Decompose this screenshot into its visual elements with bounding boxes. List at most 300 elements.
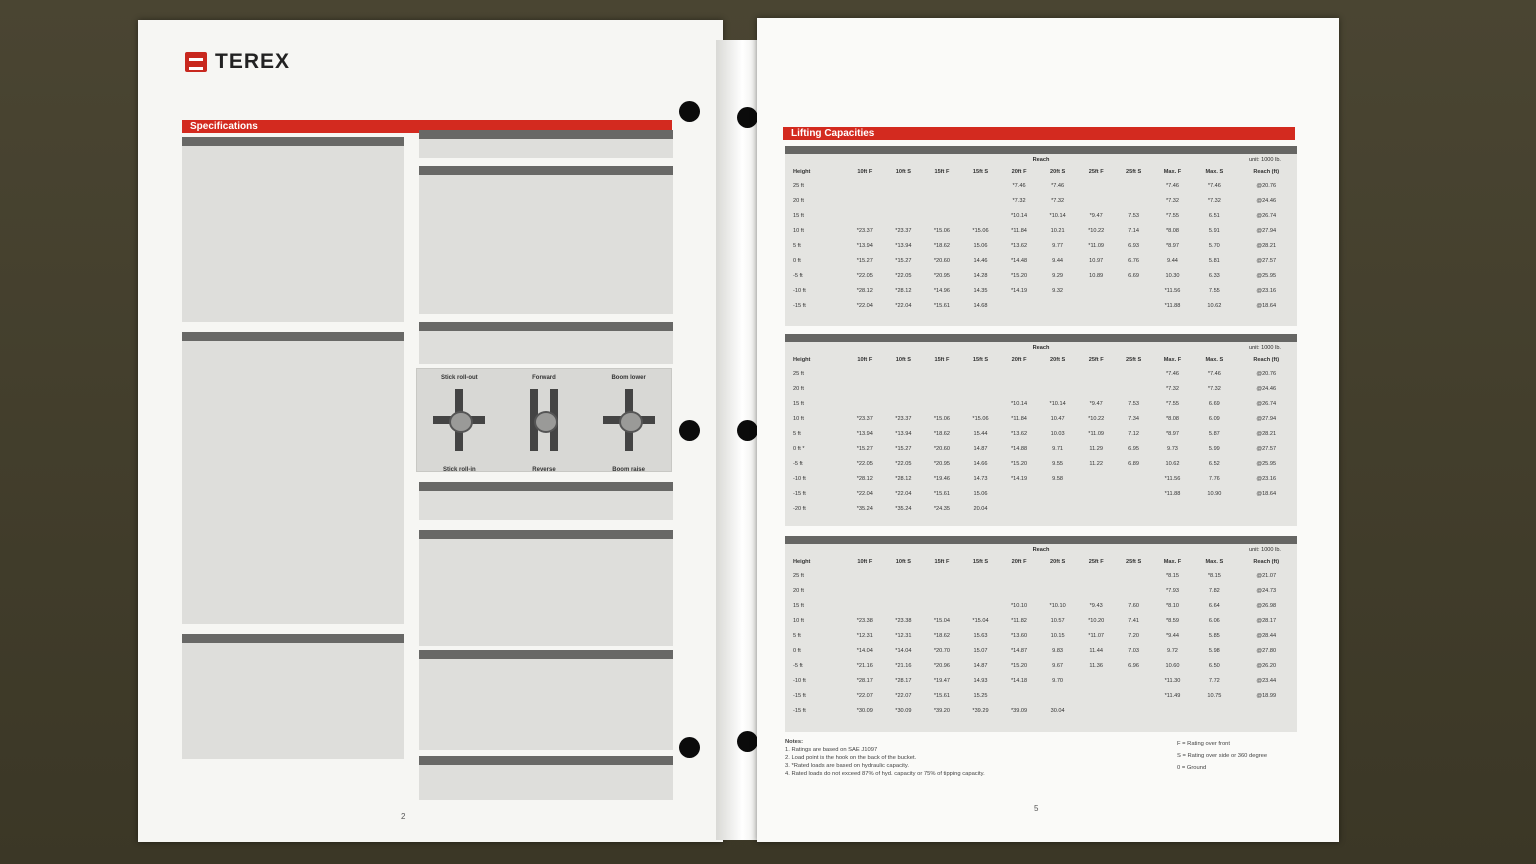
height-cell: 5 ft <box>793 242 801 249</box>
table-row <box>785 643 1297 658</box>
capacity-cell <box>1000 381 1039 396</box>
height-cell: 15 ft <box>793 400 804 407</box>
height-cell: 15 ft <box>793 212 804 219</box>
punch-hole <box>737 731 758 752</box>
capacity-cell: 9.71 <box>1052 445 1064 452</box>
table-row <box>785 598 1297 613</box>
capacity-cell: *15.61 <box>933 490 951 497</box>
capacity-cell: *21.16 <box>895 662 912 669</box>
capacity-cell <box>846 366 885 381</box>
capacity-cell: *22.05 <box>856 272 873 279</box>
capacity-cell: 9.72 <box>1167 647 1178 654</box>
capacity-cell <box>1038 486 1077 501</box>
capacity-cell: *10.14 <box>1049 400 1066 407</box>
capacity-cell: @25.95 <box>1256 272 1277 279</box>
right-lever-cross-icon <box>609 389 649 451</box>
height-cell: -5 ft <box>793 460 803 467</box>
capacity-cell: *9.43 <box>1089 602 1103 609</box>
table-row <box>785 396 1297 411</box>
capacity-cell: 14.28 <box>973 272 988 279</box>
capacity-cell <box>1152 703 1194 718</box>
capacity-cell: 15.07 <box>973 647 988 654</box>
table-row <box>785 268 1297 283</box>
capacity-cell: *28.17 <box>856 677 873 684</box>
capacity-cell <box>1077 178 1116 193</box>
capacity-cell <box>1115 366 1151 381</box>
column-header: Height <box>793 357 811 363</box>
capacity-cell <box>961 568 1000 583</box>
capacity-cell: 10.30 <box>1165 272 1180 279</box>
block-header-bar <box>419 166 673 175</box>
capacity-cell: *11.07 <box>1088 632 1105 639</box>
punch-hole <box>737 420 758 441</box>
column-header: 15ft F <box>934 559 950 565</box>
table-row <box>785 703 1297 718</box>
capacity-cell: *10.20 <box>1088 617 1105 624</box>
capacity-cell <box>1077 193 1116 208</box>
capacity-cell: *35.24 <box>895 505 912 512</box>
lifting-table-3 <box>785 536 1297 732</box>
capacity-cell: *11.56 <box>1164 475 1181 482</box>
capacity-cell: 9.44 <box>1052 257 1064 264</box>
capacity-cell <box>1077 471 1116 486</box>
capacity-cell: @18.64 <box>1256 490 1277 497</box>
capacity-cell <box>961 208 1000 223</box>
capacity-cell: *13.94 <box>856 242 873 249</box>
height-cell: 10 ft <box>793 415 804 422</box>
capacity-cell: *15.04 <box>972 617 989 624</box>
punch-hole <box>679 420 700 441</box>
table-header-row <box>785 354 1297 366</box>
capacity-cell: 10.47 <box>1050 415 1065 422</box>
column-header: 20ft F <box>1011 357 1027 363</box>
capacity-cell: @28.21 <box>1256 242 1277 249</box>
notes-title: Notes: <box>785 739 804 745</box>
capacity-cell <box>961 193 1000 208</box>
column-header: 25ft S <box>1125 169 1142 175</box>
capacity-cell: *7.55 <box>1165 400 1180 407</box>
capacity-cell: *7.93 <box>1165 587 1180 594</box>
capacity-cell: *15.61 <box>933 302 951 309</box>
capacity-cell: 7.12 <box>1128 430 1140 437</box>
reach-header <box>785 544 1297 556</box>
reach-label: Reach <box>1032 345 1050 351</box>
height-cell: 20 ft <box>793 197 804 204</box>
swing-mechanism-block <box>419 530 673 646</box>
capacity-cell <box>1235 703 1297 718</box>
capacity-cell: 5.85 <box>1208 632 1220 639</box>
height-cell: -20 ft <box>793 505 806 512</box>
capacity-cell: *22.07 <box>895 692 912 699</box>
table-config-bar <box>785 334 1297 342</box>
capacity-cell <box>1235 501 1297 516</box>
capacity-cell <box>1000 501 1039 516</box>
unit-label: unit: 1000 lb. <box>1248 157 1281 163</box>
capacity-cell: @23.16 <box>1256 287 1277 294</box>
capacity-cell: *18.62 <box>933 632 951 639</box>
capacity-cell: *7.46 <box>1165 182 1180 189</box>
table-row <box>785 456 1297 471</box>
capacity-cell: *12.31 <box>895 632 912 639</box>
brand-logo <box>185 50 290 74</box>
capacity-cell: 20.04 <box>973 505 988 512</box>
capacity-cell: *14.88 <box>1010 445 1028 452</box>
block-header-bar <box>182 137 404 146</box>
capacity-cell: 15.44 <box>973 430 988 437</box>
capacity-cell <box>1115 688 1151 703</box>
capacity-cell: *8.97 <box>1165 242 1180 249</box>
capacity-cell <box>1077 568 1116 583</box>
capacity-cell <box>1038 366 1077 381</box>
capacity-cell: 7.20 <box>1128 632 1140 639</box>
capacity-cell <box>1115 381 1151 396</box>
capacity-cell: *20.60 <box>933 257 951 264</box>
capacity-cell: *10.22 <box>1088 415 1105 422</box>
capacity-cell: 5.70 <box>1208 242 1220 249</box>
capacity-cell <box>1193 501 1235 516</box>
capacity-cell: *22.05 <box>856 460 873 467</box>
capacity-cell: *15.20 <box>1010 460 1028 467</box>
height-cell: -15 ft <box>793 692 806 699</box>
capacity-cell <box>1115 501 1151 516</box>
capacity-cell: *22.04 <box>895 490 912 497</box>
capacity-cell: *13.94 <box>856 430 873 437</box>
control-lever-diagram <box>416 368 672 472</box>
capacity-cell: *15.61 <box>933 692 951 699</box>
table-row <box>785 366 1297 381</box>
height-cell: 10 ft <box>793 227 804 234</box>
capacity-cell <box>1077 366 1116 381</box>
capacity-cell: *8.15 <box>1165 572 1180 579</box>
capacity-cell: 5.91 <box>1208 227 1220 234</box>
capacity-cell: *7.32 <box>1207 385 1221 392</box>
column-header: Max. F <box>1163 559 1182 565</box>
table-row <box>785 283 1297 298</box>
column-header: 15ft F <box>934 169 950 175</box>
capacity-cell: 7.03 <box>1128 647 1140 654</box>
table-row <box>785 486 1297 501</box>
capacity-cell: *7.46 <box>1012 182 1026 189</box>
capacity-cell: 5.81 <box>1208 257 1220 264</box>
capacity-cell: *13.62 <box>1010 242 1028 249</box>
capacity-cell <box>1115 471 1151 486</box>
height-cell: 10 ft <box>793 617 804 624</box>
capacity-cell <box>884 366 923 381</box>
block-header-bar <box>419 482 673 491</box>
capacity-cell <box>961 583 1000 598</box>
stick-roll-out-label: Stick roll-out <box>440 375 478 381</box>
capacity-cell <box>884 178 923 193</box>
column-header: 25ft F <box>1088 357 1104 363</box>
capacity-cell <box>1115 703 1151 718</box>
left-lever-diagram <box>426 375 492 473</box>
capacity-cell: 9.58 <box>1052 475 1064 482</box>
operators-cab-block <box>419 166 673 314</box>
capacity-cell: 9.70 <box>1052 677 1064 684</box>
capacity-cell: *7.32 <box>1165 385 1180 392</box>
travel-pedal-icon <box>524 389 564 451</box>
column-header: 15ft S <box>972 357 989 363</box>
capacity-cell: 10.21 <box>1050 227 1065 234</box>
capacity-cell: 7.41 <box>1128 617 1140 624</box>
block-header-bar <box>419 650 673 659</box>
capacity-cell <box>1000 688 1039 703</box>
table-row <box>785 238 1297 253</box>
capacity-cell: @23.16 <box>1256 475 1277 482</box>
capacity-cell: @26.98 <box>1256 602 1277 609</box>
capacity-cell <box>923 193 962 208</box>
travel-pedal-diagram <box>511 375 577 473</box>
lifting-capacity-table <box>785 556 1297 718</box>
column-header: Reach (ft) <box>1253 169 1280 175</box>
capacity-cell: *39.09 <box>1010 707 1028 714</box>
note-item: 1. Ratings are based on SAE J1097 <box>785 747 878 753</box>
capacity-cell: 14.87 <box>973 445 988 452</box>
capacity-cell: *8.08 <box>1165 415 1180 422</box>
capacity-cell: *8.10 <box>1165 602 1180 609</box>
table-config-bar <box>785 536 1297 544</box>
capacity-cell <box>923 208 962 223</box>
capacity-cell: 9.67 <box>1052 662 1064 669</box>
boom-raise-label: Boom raise <box>612 467 645 473</box>
capacity-cell: *10.10 <box>1010 602 1028 609</box>
hydraulic-system-block <box>182 332 404 624</box>
capacity-cell <box>1000 486 1039 501</box>
lifting-table-1 <box>785 146 1297 326</box>
capacity-cell <box>1038 583 1077 598</box>
punch-hole <box>679 737 700 758</box>
height-cell: 20 ft <box>793 587 804 594</box>
height-cell: -10 ft <box>793 475 806 482</box>
capacity-cell: *20.60 <box>933 445 951 452</box>
left-lever-cross-icon <box>439 389 479 451</box>
capacity-cell: *10.14 <box>1010 400 1028 407</box>
lifting-capacity-table <box>785 166 1297 313</box>
capacity-cell: *18.62 <box>933 430 951 437</box>
capacity-cell: 11.36 <box>1089 662 1103 669</box>
capacity-cell: *22.05 <box>895 272 912 279</box>
capacity-cell <box>1115 583 1151 598</box>
legend <box>1177 738 1267 774</box>
height-cell: 5 ft <box>793 632 801 639</box>
capacity-cell: @24.73 <box>1256 587 1277 594</box>
column-header: 20ft S <box>1049 357 1066 363</box>
column-header: Max. F <box>1163 169 1182 175</box>
capacity-cell: *13.94 <box>895 430 912 437</box>
capacity-cell <box>923 381 962 396</box>
capacity-cell: *15.06 <box>933 227 951 234</box>
table-row <box>785 441 1297 456</box>
capacity-cell: 14.66 <box>973 460 988 467</box>
unit-label: unit: 1000 lb. <box>1248 547 1281 553</box>
capacity-cell: *15.27 <box>856 445 873 452</box>
column-header: 15ft S <box>972 559 989 565</box>
forward-label: Forward <box>532 375 556 381</box>
capacity-cell: 15.25 <box>973 692 988 699</box>
capacity-cell: *11.82 <box>1011 617 1027 624</box>
capacity-cell: *20.95 <box>933 460 951 467</box>
capacity-cell: 10.75 <box>1207 692 1222 699</box>
capacity-cell: 10.57 <box>1050 617 1065 624</box>
column-header: Reach (ft) <box>1253 559 1280 565</box>
column-header: Max. F <box>1163 357 1182 363</box>
capacity-cell: *30.09 <box>856 707 873 714</box>
capacity-cell <box>1115 178 1151 193</box>
table-row <box>785 298 1297 313</box>
page-number-left: 2 <box>401 812 406 821</box>
column-header: 20ft F <box>1011 169 1027 175</box>
column-header: Height <box>793 169 811 175</box>
legend-item: S = Rating over side or 360 degree <box>1177 753 1268 759</box>
column-header: 10ft F <box>857 169 873 175</box>
column-header: Reach (ft) <box>1253 357 1280 363</box>
capacity-cell <box>1115 298 1151 313</box>
capacity-cell <box>923 396 962 411</box>
capacity-cell: *7.46 <box>1207 370 1221 377</box>
capacity-cell: *14.87 <box>1010 647 1028 654</box>
column-header: 15ft F <box>934 357 950 363</box>
capacity-cell: 7.53 <box>1128 400 1140 407</box>
column-header: 10ft F <box>857 357 873 363</box>
capacity-cell: @24.46 <box>1256 197 1277 204</box>
capacity-cell: 6.96 <box>1128 662 1140 669</box>
capacity-cell: *15.20 <box>1010 272 1028 279</box>
reach-label: Reach <box>1032 547 1050 553</box>
capacity-cell: *23.37 <box>856 227 873 234</box>
capacity-cell: *22.05 <box>895 460 912 467</box>
height-cell: 5 ft <box>793 430 801 437</box>
capacity-cell: @26.74 <box>1256 400 1277 407</box>
note-item: 2. Load point is the hook on the back of the bucket. <box>785 755 917 761</box>
capacity-cell <box>884 583 923 598</box>
capacity-cell: 14.46 <box>973 257 988 264</box>
table-row <box>785 223 1297 238</box>
capacity-cell: *10.10 <box>1049 602 1066 609</box>
capacity-cell: *14.48 <box>1010 257 1028 264</box>
column-header: 25ft S <box>1125 559 1142 565</box>
capacity-cell <box>1038 501 1077 516</box>
capacity-cell: 6.76 <box>1128 257 1140 264</box>
capacity-cell: @20.76 <box>1256 182 1277 189</box>
legend-item: F = Rating over front <box>1177 741 1231 747</box>
capacity-cell: 9.44 <box>1167 257 1178 264</box>
capacity-cell <box>1077 283 1116 298</box>
capacity-cell <box>1038 568 1077 583</box>
capacity-cell: 6.33 <box>1208 272 1220 279</box>
capacity-cell: *13.94 <box>895 242 912 249</box>
capacity-cell <box>1077 501 1116 516</box>
capacity-cell <box>923 598 962 613</box>
capacity-cell: 6.93 <box>1128 242 1140 249</box>
table-row <box>785 208 1297 223</box>
table-config-bar <box>785 146 1297 154</box>
capacity-cell: @21.07 <box>1256 572 1277 579</box>
capacity-cell: 7.34 <box>1128 415 1140 422</box>
capacity-cell: *11.49 <box>1164 692 1181 699</box>
capacity-cell <box>884 396 923 411</box>
capacity-cell <box>1000 583 1039 598</box>
block-header-bar <box>419 530 673 539</box>
capacity-cell <box>961 598 1000 613</box>
height-cell: -5 ft <box>793 662 803 669</box>
capacity-cell: *7.32 <box>1165 197 1180 204</box>
table-row <box>785 178 1297 193</box>
height-cell: -10 ft <box>793 677 806 684</box>
right-page <box>757 18 1339 842</box>
legend-item: 0 = Ground <box>1177 765 1207 771</box>
capacity-cell: 6.06 <box>1208 617 1220 624</box>
capacity-cell: *11.56 <box>1164 287 1181 294</box>
page-number-right: 5 <box>1034 804 1039 813</box>
column-header: Max. S <box>1205 357 1224 363</box>
table-row <box>785 426 1297 441</box>
capacity-cell: *23.37 <box>895 227 912 234</box>
capacity-cell: 6.51 <box>1208 212 1220 219</box>
capacity-cell: @26.20 <box>1256 662 1277 669</box>
capacity-cell: *19.47 <box>933 677 951 684</box>
capacity-cell: 9.83 <box>1052 647 1064 654</box>
controls-block <box>419 322 673 364</box>
capacity-cell: *7.46 <box>1207 182 1221 189</box>
capacity-cell: *21.16 <box>856 662 873 669</box>
capacity-cell: *7.46 <box>1165 370 1180 377</box>
capacity-cell: 30.04 <box>1050 707 1065 714</box>
capacity-cell: *20.96 <box>933 662 951 669</box>
capacity-cell <box>1077 583 1116 598</box>
capacity-cell <box>1077 703 1116 718</box>
capacity-cell <box>884 208 923 223</box>
capacity-cell <box>1193 703 1235 718</box>
reach-header <box>785 342 1297 354</box>
height-cell: 0 ft <box>793 257 801 264</box>
capacity-cell: *23.38 <box>856 617 873 624</box>
capacity-cell: *8.97 <box>1165 430 1180 437</box>
capacity-cell: 11.44 <box>1089 647 1103 654</box>
capacity-cell: 10.90 <box>1207 490 1222 497</box>
capacity-cell: @26.74 <box>1256 212 1277 219</box>
capacity-cell: *22.07 <box>856 692 873 699</box>
table-header-row <box>785 556 1297 568</box>
column-header: 20ft S <box>1049 559 1066 565</box>
height-cell: 0 ft <box>793 647 801 654</box>
capacity-cell: @27.94 <box>1256 415 1277 422</box>
table-row <box>785 613 1297 628</box>
capacity-cell: *8.15 <box>1207 572 1221 579</box>
capacity-cell: @24.46 <box>1256 385 1277 392</box>
capacity-cell: *8.08 <box>1165 227 1180 234</box>
capacity-cell <box>923 583 962 598</box>
capacity-cell: *9.47 <box>1089 212 1103 219</box>
note-item: 4. Rated loads do not exceed 87% of hyd. capacity or 75% of tipping capacity. <box>785 771 985 777</box>
capacity-cell: 14.68 <box>973 302 988 309</box>
height-cell: -15 ft <box>793 490 806 497</box>
capacity-cell: 9.55 <box>1052 460 1064 467</box>
capacity-cell: @18.64 <box>1256 302 1277 309</box>
capacity-cell <box>846 381 885 396</box>
capacity-cell <box>923 366 962 381</box>
capacity-cell <box>1000 366 1039 381</box>
notes <box>785 738 985 778</box>
capacity-cell: 6.50 <box>1208 662 1220 669</box>
capacity-cell <box>1152 501 1194 516</box>
capacity-cell: @27.94 <box>1256 227 1277 234</box>
column-header: 25ft F <box>1088 169 1104 175</box>
table-row <box>785 628 1297 643</box>
capacity-cell: *10.22 <box>1088 227 1105 234</box>
capacity-cell: *11.09 <box>1088 430 1105 437</box>
capacity-cell: 7.14 <box>1128 227 1140 234</box>
table-row <box>785 471 1297 486</box>
